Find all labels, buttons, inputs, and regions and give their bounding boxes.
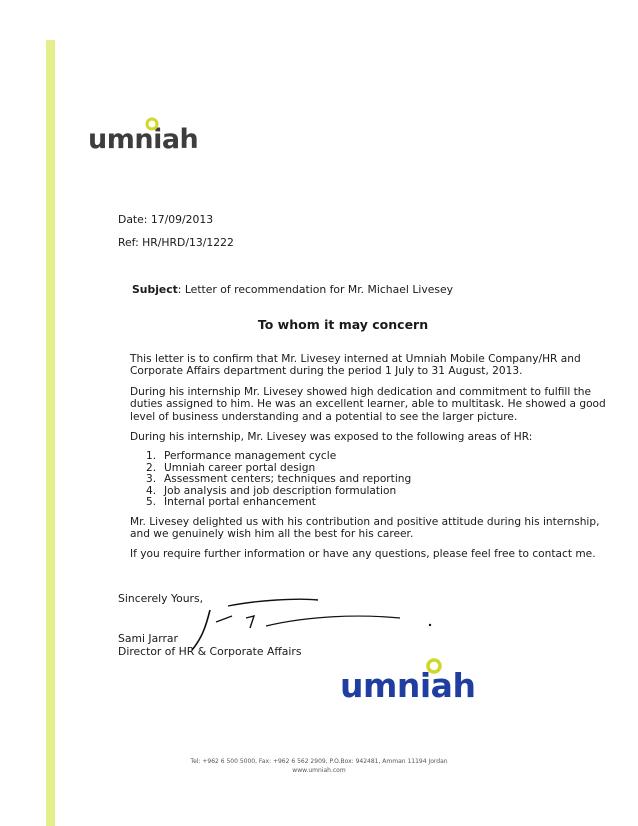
logo-swirl-icon (144, 116, 160, 132)
paragraph-line: duties assigned to him. He was an excellent learner, able to multitask. He showed a good (130, 398, 606, 411)
paragraph-confirmation (130, 353, 581, 378)
paragraph-line: If you require further information or have any questions, please feel free to contact me. (130, 548, 596, 560)
logo-wordmark: umniah (340, 666, 476, 705)
umniah-logo-top (88, 124, 198, 155)
list-text: Performance management cycle (164, 450, 337, 462)
list-number: 5. (146, 496, 157, 509)
paragraph-line: During his internship, Mr. Livesey was exposed to the following areas of HR: (130, 431, 533, 443)
paragraph-line: level of business understanding and a potential to see the larger picture. (130, 410, 518, 423)
paragraph-line: This letter is to confirm that Mr. Livesey interned at Umniah Mobile Company/HR and (130, 353, 581, 365)
list-item (146, 497, 411, 509)
date-line: Date: 17/09/2013 (118, 213, 214, 226)
signatory-title: Director of HR & Corporate Affairs (118, 645, 302, 658)
signatory-name: Sami Jarrar (118, 632, 178, 645)
list-text: Internal portal enhancement (164, 496, 316, 509)
list-number: 1. (146, 450, 157, 462)
subject-text: : Letter of recommendation for Mr. Michael Livesey (177, 283, 454, 296)
paragraph-exposure-intro (130, 431, 550, 443)
list-number: 3. (146, 473, 157, 486)
paragraph-line: and we genuinely wish him all the best for his career. (130, 528, 414, 541)
paragraph-performance (130, 386, 606, 423)
list-number: 2. (146, 461, 157, 474)
page-edge-strip (46, 40, 55, 826)
umniah-logo-bottom (340, 666, 475, 705)
hr-areas-list (146, 451, 411, 509)
paragraph-line: Corporate Affairs department during the period 1 July to 31 August, 2013. (130, 365, 523, 378)
letter-heading (0, 317, 638, 332)
salutation: Sincerely Yours, (118, 592, 204, 605)
logo-wordmark: umniah (88, 124, 199, 155)
list-number: 4. (146, 484, 157, 497)
footer-contact: Tel: +962 6 500 5000, Fax: +962 6 562 2909, P.O.Box: 942481, Amman 11194 Jordan (190, 758, 448, 765)
paragraph-line: During his internship Mr. Livesey showed high dedication and commitment to fulfill the (130, 386, 592, 398)
subject-label: Subject (132, 283, 178, 296)
heading-text: To whom it may concern (257, 317, 429, 332)
subject-line (132, 283, 453, 297)
list-text: Job analysis and job description formulation (164, 484, 397, 497)
paragraph-line: Mr. Livesey delighted us with his contribution and positive attitude during his internship, (130, 516, 600, 528)
paragraph-contact (130, 548, 596, 560)
list-text: Umniah career portal design (164, 461, 316, 474)
list-text: Assessment centers; techniques and reporting (164, 473, 412, 486)
ref-line: Ref: HR/HRD/13/1222 (118, 236, 234, 249)
logo-swirl-icon (424, 656, 444, 676)
footer-website: www.umniah.com (292, 767, 346, 774)
paragraph-appreciation (130, 516, 600, 541)
